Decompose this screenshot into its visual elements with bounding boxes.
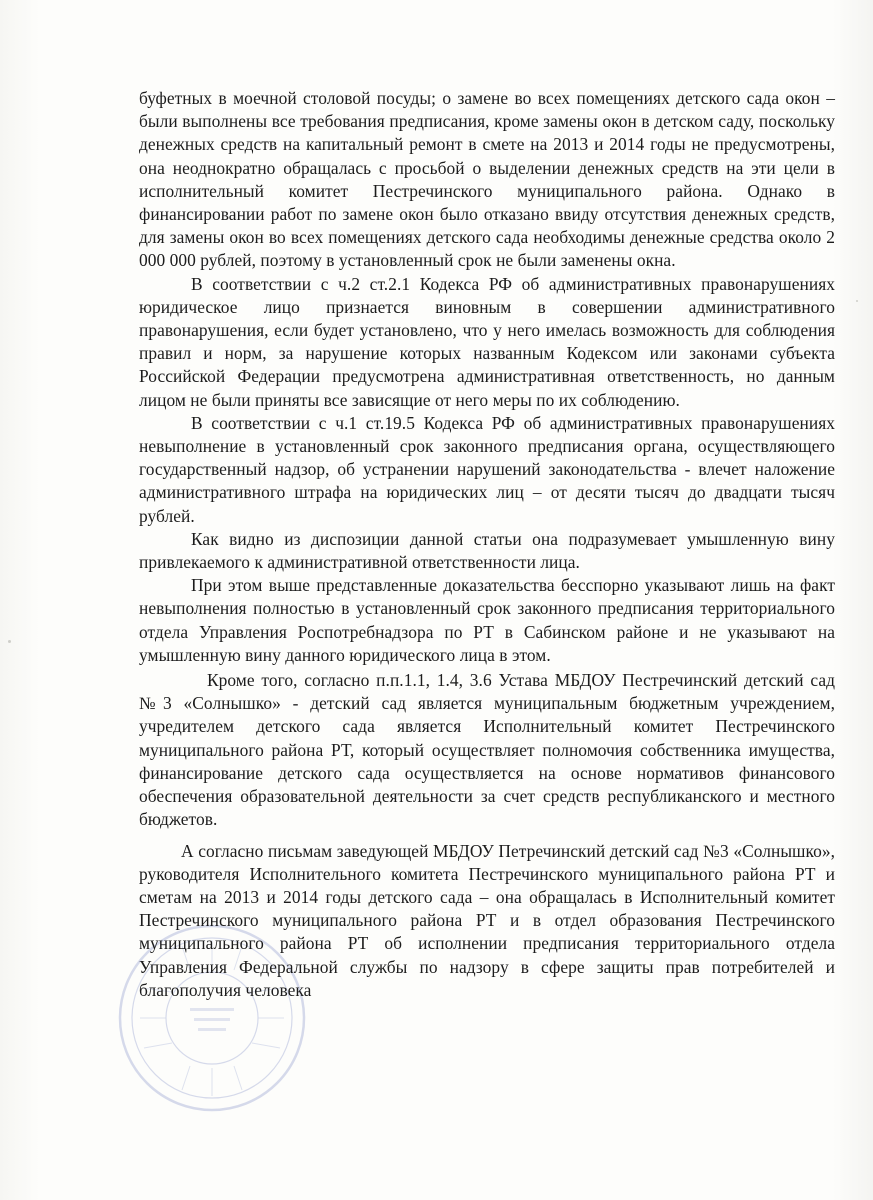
paragraph-4: Как видно из диспозиции данной статьи она подразумевает умышленную вину привлекаемого к административной ответственности лица. <box>139 528 835 573</box>
paragraph-3: В соответствии с ч.1 ст.19.5 Кодекса РФ об административных правонарушениях невыполнение в установленный срок законного предписания органа, осуществляющего государственный надзор, об устранении нарушений законодательства - влечет наложение административного штрафа на юридических лиц – от десяти тысяч до двадцати тысяч рублей. <box>139 412 835 526</box>
scan-speck <box>8 640 11 643</box>
document-body <box>139 87 835 1002</box>
paragraph-5: При этом выше представленные доказательства бесспорно указывают лишь на факт невыполнения полностью в установленный срок законного предписания территориального отдела Управления Роспотребнадзора по РТ в Сабинском районе и не указывают на умышленную вину данного юридического лица в этом. <box>139 575 835 665</box>
paragraph-2: В соответствии с ч.2 ст.2.1 Кодекса РФ об административных правонарушениях юридическое лицо признается виновным в совершении административного правонарушения, если будет установлено, что у него имелась возможность для соблюдения правил и норм, за нарушение которых названным Кодексом или законами субъекта Российской Федерации предусмотрена административная ответственность, но данным лицом не были приняты все зависящие от него меры по их соблюдению. <box>139 273 835 410</box>
paragraph-7: А согласно письмам заведующей МБДОУ Петречинский детский сад №3 «Солнышко», руководителя Исполнительного комитета Пестречинского муниципального района РТ и сметам на 2013 и 2014 годы детского сада – она обращалась в Исполнительный комитет Пестречинского муниципального района РТ и в отдел образования Пестречинского муниципального района РТ об исполнении предписания территориального отдела Управления Федеральной службы по надзору в сфере защиты прав потребителей и благополучия человека <box>139 840 835 1000</box>
scan-speck <box>856 300 858 302</box>
paragraph-1: буфетных в моечной столовой посуды; о замене во всех помещениях детского сада окон – были выполнены все требования предписания, кроме замены окон в детском саду, поскольку денежных средств на капитальный ремонт в смете на 2013 и 2014 годы не предусмотрены, она неоднократно обращалась с просьбой о выделении денежных средств на эти цели в исполнительный комитет Пестречинского муниципального района. Однако в финансировании работ по замене окон было отказано ввиду отсутствия денежных средств, для замены окон во всех помещениях детского сада необходимы денежные средства около 2 000 000 рублей, поэтому в установленный срок не были заменены окна. <box>139 88 835 271</box>
paragraph-6: Кроме того, согласно п.п.1.1, 1.4, 3.6 Устава МБДОУ Пестречинский детский сад №3 «Солнышко» - детский сад является муниципальным бюджетным учреждением, учредителем детского сада является Исполнительный комитет Пестречинского муниципального района РТ, который осуществляет полномочия собственника имущества, финансирование детского сада осуществляется на основе нормативов финансового обеспечения образовательной деятельности за счет средств республиканского и местного бюджетов. <box>139 670 835 830</box>
